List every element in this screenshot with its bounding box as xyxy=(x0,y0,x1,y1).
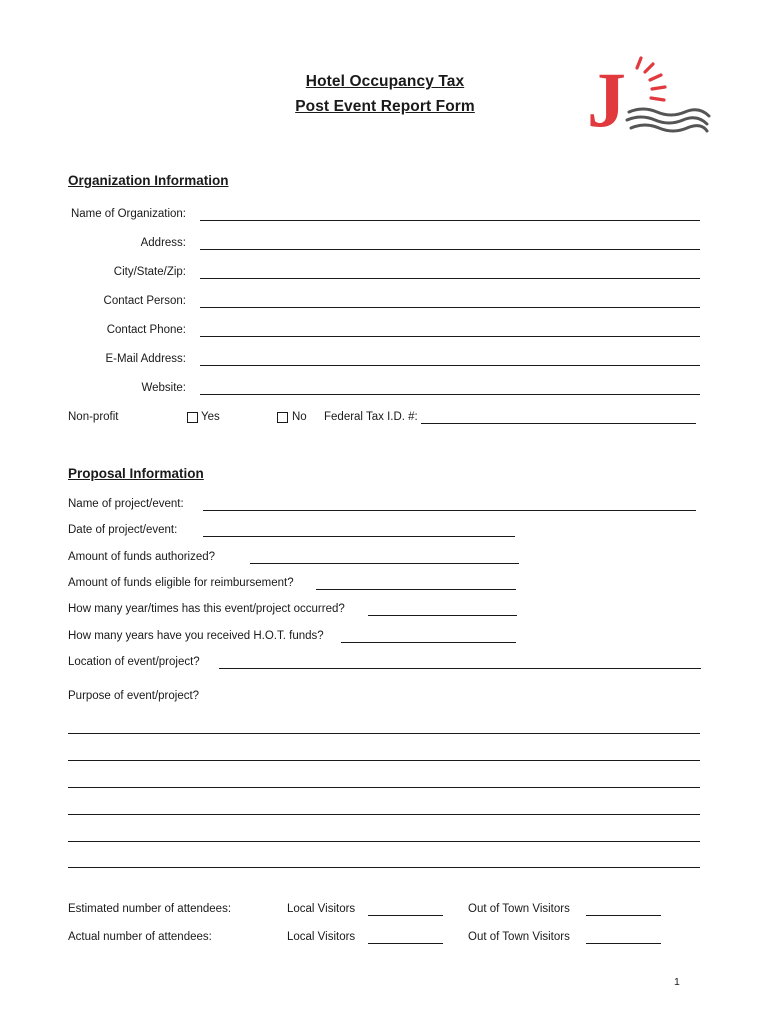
estimated-local-field[interactable] xyxy=(368,915,443,916)
logo-letter: J xyxy=(587,56,626,140)
estimated-attendees-label: Estimated number of attendees: xyxy=(68,903,232,915)
nonprofit-no-checkbox[interactable] xyxy=(277,412,288,423)
actual-local-label: Local Visitors xyxy=(287,931,356,943)
tax-id-label: Federal Tax I.D. #: xyxy=(324,411,418,423)
form-subtitle: Post Event Report Form xyxy=(295,98,475,115)
organization-heading: Organization Information xyxy=(68,173,229,188)
nonprofit-yes-checkbox[interactable] xyxy=(187,412,198,423)
funds-authorized-field[interactable] xyxy=(250,563,519,564)
city-state-zip-label: City/State/Zip: xyxy=(113,266,186,278)
project-name-field[interactable] xyxy=(203,510,696,511)
estimated-out-of-town-field[interactable] xyxy=(586,915,661,916)
page-number: 1 xyxy=(674,976,680,988)
hot-years-label: How many years have you received H.O.T. funds? xyxy=(68,630,324,642)
purpose-line[interactable] xyxy=(68,841,700,842)
estimated-local-label: Local Visitors xyxy=(287,903,356,915)
project-date-field[interactable] xyxy=(203,536,515,537)
nonprofit-label: Non-profit xyxy=(68,411,119,423)
project-date-label: Date of project/event: xyxy=(68,524,178,536)
email-field[interactable] xyxy=(200,365,700,366)
form-title: Hotel Occupancy Tax xyxy=(305,73,465,90)
contact-person-label: Contact Person: xyxy=(103,295,186,307)
address-field[interactable] xyxy=(200,249,700,250)
purpose-line[interactable] xyxy=(68,733,700,734)
city-state-zip-field[interactable] xyxy=(200,278,700,279)
address-label: Address: xyxy=(140,237,186,249)
purpose-line[interactable] xyxy=(68,787,700,788)
funds-eligible-field[interactable] xyxy=(316,589,516,590)
location-field[interactable] xyxy=(219,668,701,669)
contact-person-field[interactable] xyxy=(200,307,700,308)
actual-attendees-label: Actual number of attendees: xyxy=(68,931,212,943)
nonprofit-yes-label: Yes xyxy=(201,411,220,423)
website-label: Website: xyxy=(141,382,186,394)
actual-local-field[interactable] xyxy=(368,943,443,944)
actual-out-of-town-field[interactable] xyxy=(586,943,661,944)
contact-phone-label: Contact Phone: xyxy=(106,324,186,336)
purpose-line[interactable] xyxy=(68,760,700,761)
org-name-label: Name of Organization: xyxy=(70,208,186,220)
contact-phone-field[interactable] xyxy=(200,336,700,337)
estimated-out-of-town-label: Out of Town Visitors xyxy=(468,903,570,915)
email-label: E-Mail Address: xyxy=(105,353,186,365)
purpose-label: Purpose of event/project? xyxy=(68,690,200,702)
funds-authorized-label: Amount of funds authorized? xyxy=(68,551,216,563)
logo-icon xyxy=(585,56,711,140)
times-occurred-label: How many year/times has this event/project occurred? xyxy=(68,603,345,615)
funds-eligible-label: Amount of funds eligible for reimbursement? xyxy=(68,577,294,589)
location-label: Location of event/project? xyxy=(68,656,200,668)
project-name-label: Name of project/event: xyxy=(68,498,184,510)
purpose-line[interactable] xyxy=(68,867,700,868)
website-field[interactable] xyxy=(200,394,700,395)
purpose-line[interactable] xyxy=(68,814,700,815)
tax-id-field[interactable] xyxy=(421,423,696,424)
times-occurred-field[interactable] xyxy=(368,615,517,616)
actual-out-of-town-label: Out of Town Visitors xyxy=(468,931,570,943)
org-name-field[interactable] xyxy=(200,220,700,221)
nonprofit-no-label: No xyxy=(292,411,307,423)
hot-years-field[interactable] xyxy=(341,642,516,643)
proposal-heading: Proposal Information xyxy=(68,466,204,481)
